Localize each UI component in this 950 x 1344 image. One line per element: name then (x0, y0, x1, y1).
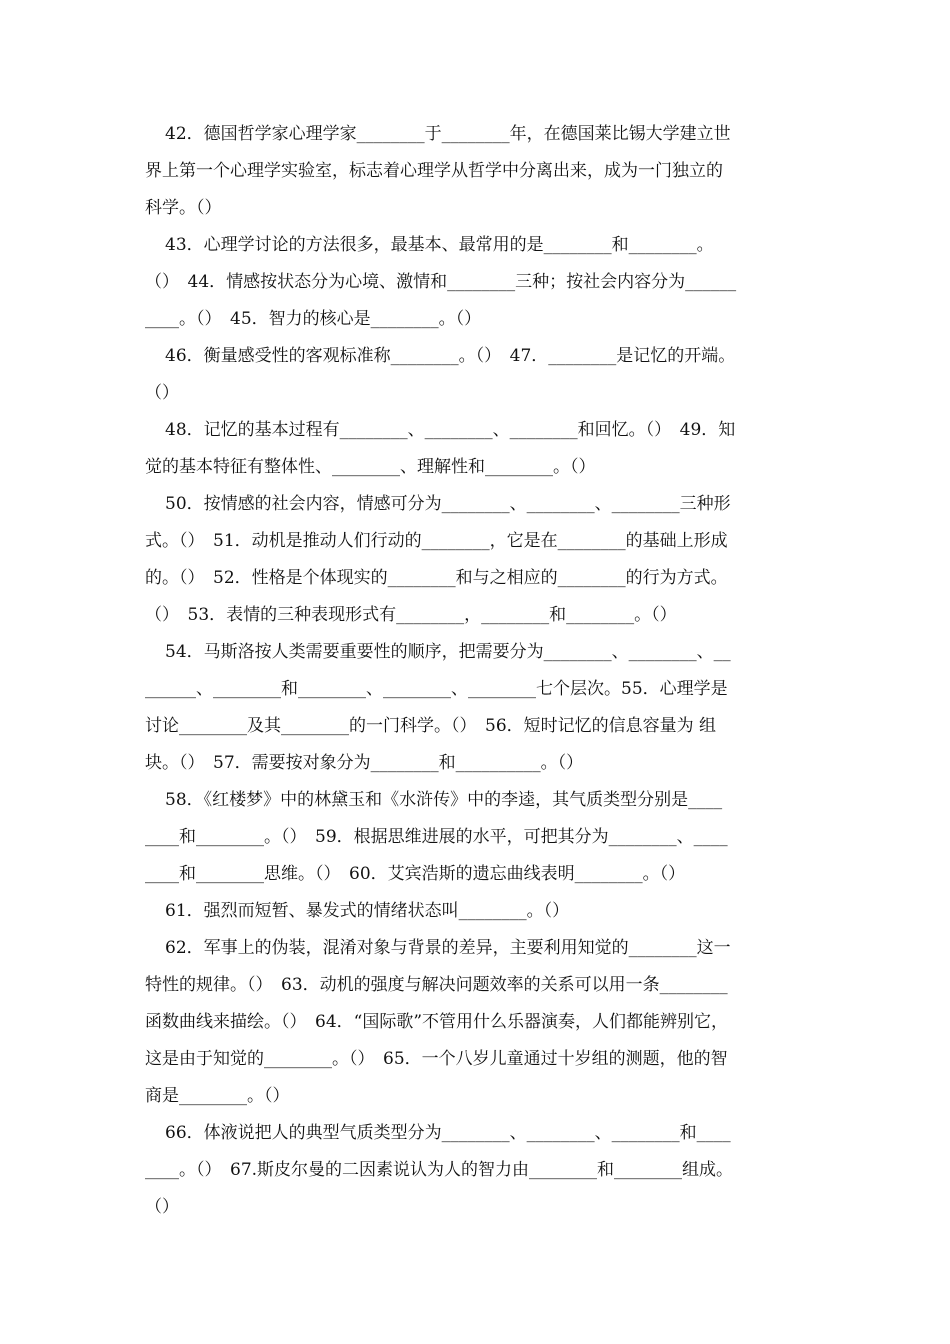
text-line: （） (145, 383, 179, 403)
text-line: 48．记忆的基本过程有________、________、________和回忆。（） 49．知 (165, 420, 736, 440)
text-line: 特性的规律。（） 63．动机的强度与解决问题效率的关系可以用一条________ (145, 975, 728, 995)
text-line: 62．军事上的伪装，混淆对象与背景的差异，主要利用知觉的________这一 (165, 938, 731, 958)
question-paragraph (145, 486, 810, 634)
text-line: 觉的基本特征有整体性、________、理解性和________。（） (145, 457, 596, 477)
question-list (145, 116, 810, 1226)
text-line: 这是由于知觉的________。（） 65．一个八岁儿童通过十岁组的测题，他的智 (145, 1049, 728, 1069)
question-paragraph (145, 930, 810, 1115)
text-line: 43．心理学讨论的方法很多，最基本、最常用的是________和________。 (165, 235, 714, 255)
question-paragraph (145, 1115, 810, 1226)
text-line: ____和________思维。（） 60．艾宾浩斯的遗忘曲线表明________。（） (145, 864, 686, 884)
text-line: （） 53．表情的三种表现形式有________，________和________。（） (145, 605, 677, 625)
question-paragraph (145, 338, 810, 412)
text-line: ______、________和________、________、________七个层次。55．心理学是 (145, 679, 728, 699)
text-line: ____和________。（） 59．根据思维进展的水平，可把其分为________、____ (145, 827, 728, 847)
text-line: 的。（） 52．性格是个体现实的________和与之相应的________的行为方式。 (145, 568, 728, 588)
text-line: （） 44．情感按状态分为心境、激情和________三种；按社会内容分为______ (145, 272, 737, 292)
question-paragraph (145, 782, 810, 893)
text-line: 块。（） 57．需要按对象分为________和__________。（） (145, 753, 584, 773)
text-line: 58．《红楼梦》中的林黛玉和《水浒传》中的李逵，其气质类型分别是____ (165, 790, 723, 810)
text-line: 50．按情感的社会内容，情感可分为________、________、________三种形 (165, 494, 731, 514)
question-paragraph (145, 634, 810, 782)
question-paragraph (145, 412, 810, 486)
question-paragraph (145, 227, 810, 338)
question-paragraph (145, 116, 810, 227)
text-line: 42．德国哲学家心理学家________于________年，在德国莱比锡大学建立世 (165, 124, 731, 144)
text-line: ____。（） 45．智力的核心是________。（） (145, 309, 482, 329)
question-paragraph (145, 893, 810, 930)
text-line: 66．体液说把人的典型气质类型分为________、________、________和____ (165, 1123, 731, 1143)
text-line: 科学。（） (145, 198, 222, 218)
text-line: 54．马斯洛按人类需要重要性的顺序，把需要分为________、________、__ (165, 642, 731, 662)
text-line: 46．衡量感受性的客观标准称________。（） 47．________是记忆的开端。 (165, 346, 736, 366)
text-line: 商是________。（） (145, 1086, 290, 1106)
text-line: 61．强烈而短暂、暴发式的情绪状态叫________。（） (165, 901, 570, 921)
text-line: 函数曲线来描绘。（） 64．“国际歌”不管用什么乐器演奏，人们都能辨别它， (145, 1012, 729, 1032)
text-line: 式。（） 51．动机是推动人们行动的________，它是在________的基础上形成 (145, 531, 728, 551)
text-line: （） (145, 1197, 179, 1217)
text-line: 讨论________及其________的一门科学。（） 56．短时记忆的信息容量为 组 (145, 716, 717, 736)
text-line: ____。（） 67.斯皮尔曼的二因素说认为人的智力由________和________组成。 (145, 1160, 734, 1180)
text-line: 界上第一个心理学实验室，标志着心理学从哲学中分离出来，成为一门独立的 (145, 161, 723, 181)
